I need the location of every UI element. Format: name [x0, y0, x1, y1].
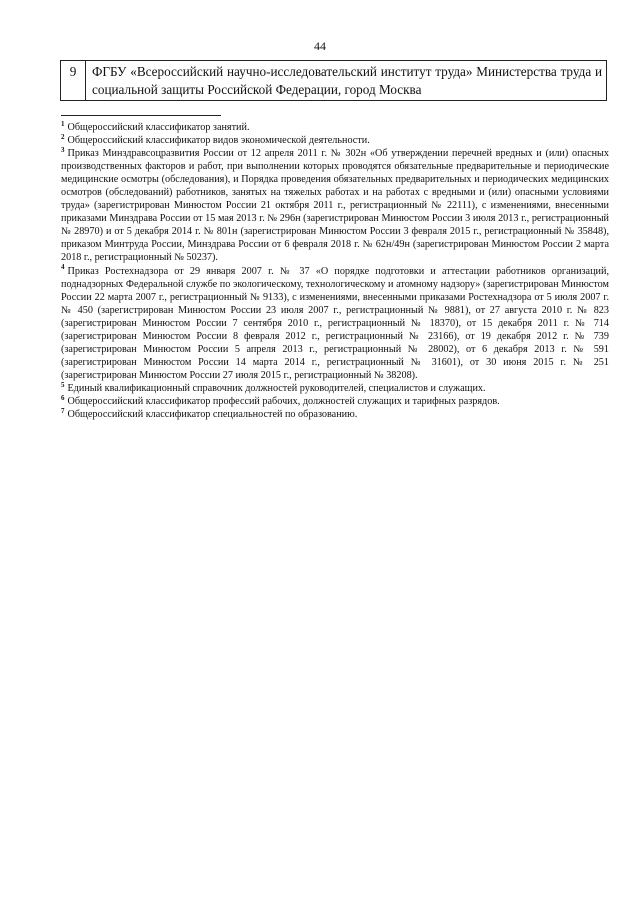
footnote [61, 382, 609, 395]
footnote-marker: 4 [61, 263, 65, 272]
footnotes [61, 121, 609, 421]
footnote [61, 147, 609, 264]
footnote-text: Общероссийский классификатор профессий рабочих, должностей служащих и тарифных разрядов. [67, 395, 500, 407]
footnote-marker: 2 [61, 132, 65, 141]
footnote-separator [61, 115, 221, 116]
footnote [61, 395, 609, 408]
footnote-marker: 7 [61, 406, 65, 415]
table-row [61, 61, 607, 101]
footnote [61, 134, 609, 147]
footnote [61, 121, 609, 134]
footnote-text: Приказ Минздравсоцразвития России от 12 апреля 2011 г. № 302н «Об утверждении перечней вредных и (или) опасных производственных факторов и работ, при выполнении которых проводятся обязательные предварительные и периодические медицинские осмотры (обследования), и Порядка проведения обязательных предварительных и периодических медицинских осмотров (обследований) работников, занятых на тяжелых работах и на работах с вредными и (или) опасными условиями труда» (зарегистрирован Минюстом России 21 октября 2011 г., регистрационный № 22111), с изменениями, внесенными приказами Минздрава России от 15 мая 2013 г. № 296н (зарегистрирован Минюстом России 3 июля 2013 г., регистрационный № 28970) и от 5 декабря 2014 г. № 801н (зарегистрирован Минюстом России 3 февраля 2015 г., регистрационный № 35848), приказом Минтруда России, Минздрава России от 6 февраля 2018 г. № 62н/49н (зарегистрирован Минюстом России 2 марта 2018 г., регистрационный № 50237). [61, 148, 609, 264]
page-number: 44 [314, 39, 326, 53]
footnote [61, 408, 609, 421]
footnote-text: Общероссийский классификатор специальностей по образованию. [67, 409, 358, 421]
footnote-marker: 6 [61, 393, 65, 402]
row-number: 9 [61, 61, 86, 101]
footnote-text: Общероссийский классификатор занятий. [67, 122, 250, 133]
organization-name: ФГБУ «Всероссийский научно-исследовательский институт труда» Министерства труда и социальной защиты Российской Федерации, город Москва [86, 61, 607, 101]
footnote-text: Единый квалификационный справочник должностей руководителей, специалистов и служащих. [67, 382, 486, 394]
footnote-text: Приказ Ростехнадзора от 29 января 2007 г. № 37 «О порядке подготовки и аттестации работников организаций, поднадзорных Федеральной службе по экологическому, технологическому и атомному надзору» (зарегистрирован Минюстом России 22 марта 2007 г., регистрационный № 9133), с изменениями, внесенными приказами Ростехнадзора от 5 июля 2007 г. № 450 (зарегистрирован Минюстом России 23 июля 2007 г., регистрационный № 9881), от 27 августа 2010 г. № 823 (зарегистрирован Минюстом России 7 сентября 2010 г., регистрационный № 18370), от 15 декабря 2011 г. № 714 (зарегистрирован Минюстом России 8 февраля 2012 г., регистрационный № 23166), от 19 декабря 2012 г. № 739 (зарегистрирован Минюстом России 5 апреля 2013 г., регистрационный № 28002), от 6 декабря 2013 г. № 591 (зарегистрирован Минюстом России 14 марта 2014 г., регистрационный № 31601), от 30 июня 2015 г. № 251 (зарегистрирован Минюстом России 27 июля 2015 г., регистрационный № 38208). [61, 265, 609, 381]
footnote [61, 265, 609, 382]
footnote-marker: 5 [61, 380, 65, 389]
footnote-marker: 3 [61, 145, 65, 154]
footnote-marker: 1 [61, 119, 65, 128]
footnote-text: Общероссийский классификатор видов экономической деятельности. [67, 135, 370, 147]
organizations-table [60, 60, 607, 101]
